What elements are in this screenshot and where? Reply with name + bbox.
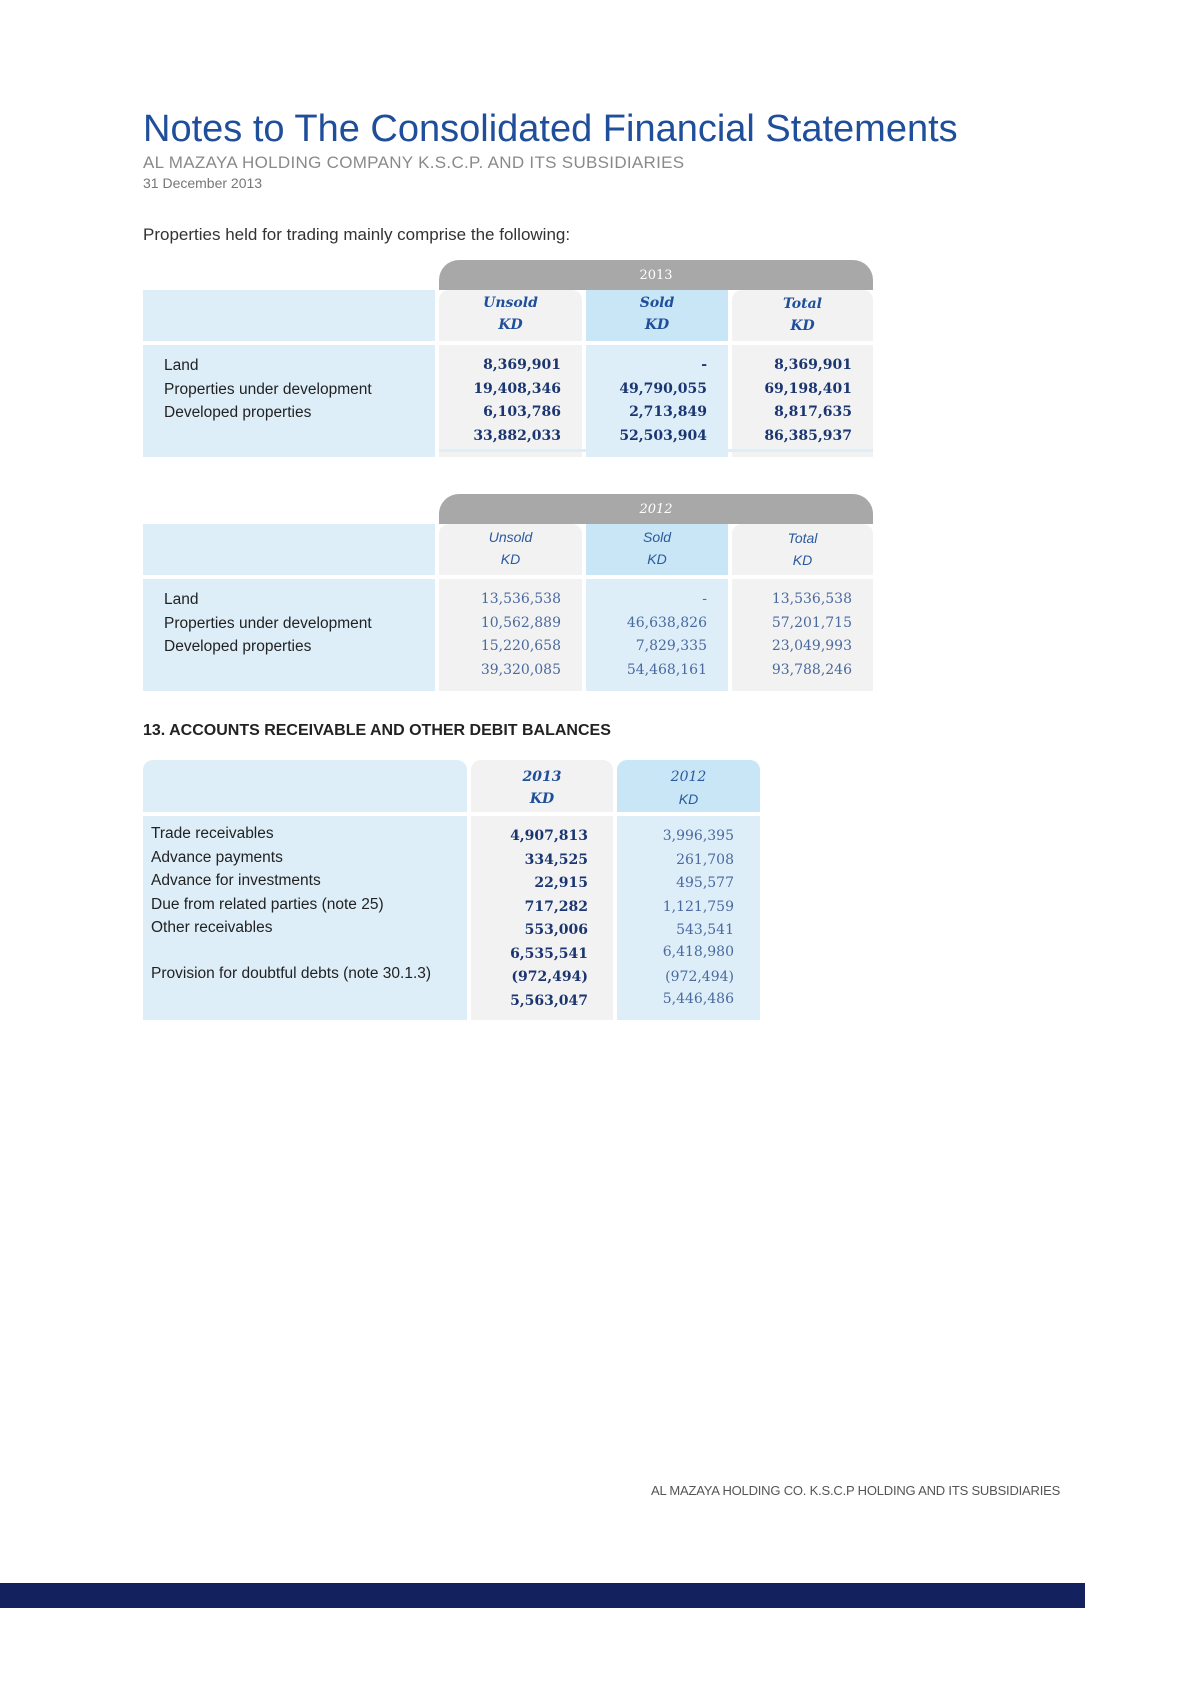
cell-value: 10,562,889 [480, 614, 561, 631]
statement-date: 31 December 2013 [143, 175, 263, 191]
column-header-sold: Sold [642, 529, 672, 545]
total-value: 93,788,246 [771, 661, 852, 678]
receivables-table [143, 760, 760, 1020]
cell-value: 6,103,786 [483, 404, 561, 420]
cell-value: 2,713,849 [629, 404, 707, 420]
cell-value: 553,006 [524, 922, 588, 938]
column-unit-unsold: KD [498, 317, 523, 333]
column-unit-sold: KD [644, 317, 670, 333]
subtotal-value: 6,535,541 [510, 945, 588, 962]
column-unit-total: KD [790, 318, 815, 334]
row-label-trade-receivables: Trade receivables [151, 825, 274, 842]
total-value: 86,385,937 [764, 427, 852, 444]
cell-value: 13,536,538 [480, 591, 561, 607]
column-unit-sold: KD [647, 551, 667, 567]
cell-value: 334,525 [524, 851, 588, 868]
page-title: Notes to The Consolidated Financial Statements [143, 108, 958, 150]
cell-value: 57,201,715 [771, 614, 852, 631]
cell-value: 1,121,759 [662, 898, 734, 915]
total-value: 5,563,047 [510, 992, 588, 1009]
row-label-properties-under-development: Properties under development [164, 614, 372, 632]
row-label-land: Land [164, 357, 199, 374]
section-heading: 13. ACCOUNTS RECEIVABLE AND OTHER DEBIT BALANCES [143, 722, 611, 739]
row-label-provision: Provision for doubtful debts (note 30.1.3) [151, 965, 432, 982]
cell-value: 49,790,055 [619, 380, 707, 397]
properties-table-2012 [143, 494, 873, 691]
column-header-2012: 2012 [670, 769, 707, 785]
year-label-2012: 2012 [639, 502, 673, 517]
subtotal-value: 6,418,980 [662, 944, 734, 960]
cell-value: 22,915 [534, 875, 588, 891]
cell-value: 13,536,538 [771, 591, 852, 607]
cell-value: 4,907,813 [510, 828, 588, 844]
properties-table-2013 [143, 260, 873, 457]
cell-value: 15,220,658 [480, 638, 561, 654]
cell-value: 495,577 [676, 875, 734, 891]
intro-text: Properties held for trading mainly comprise the following: [143, 225, 571, 244]
row-label-due-from-related-parties: Due from related parties (note 25) [151, 895, 384, 913]
cell-value: 3,996,395 [662, 828, 734, 844]
total-value: 54,468,161 [626, 661, 707, 678]
column-header-unsold: Unsold [488, 529, 533, 545]
column-header-unsold: Unsold [483, 295, 538, 311]
cell-value: (972,494) [511, 969, 588, 985]
cell-value: - [702, 591, 707, 607]
column-unit-unsold: KD [500, 551, 521, 567]
column-unit-2013: KD [529, 791, 555, 807]
row-label-other-receivables: Other receivables [151, 919, 273, 936]
cell-value: 717,282 [524, 898, 588, 915]
total-value: 52,503,904 [619, 427, 707, 444]
total-value: 5,446,486 [662, 991, 734, 1007]
year-label-2013: 2013 [639, 268, 673, 283]
cell-value: 7,829,335 [635, 638, 707, 654]
total-value: 39,320,085 [480, 661, 561, 678]
row-label-land: Land [164, 591, 199, 608]
cell-value: 46,638,826 [626, 614, 707, 631]
cell-value: (972,494) [665, 969, 734, 985]
column-header-total: Total [787, 530, 818, 546]
cell-value: 19,408,346 [473, 380, 561, 397]
cell-value: 8,369,901 [774, 357, 852, 373]
row-label-properties-under-development: Properties under development [164, 380, 372, 398]
column-header-total: Total [782, 296, 822, 312]
column-header-2013: 2013 [522, 769, 562, 785]
cell-value: 261,708 [676, 851, 734, 868]
row-label-advance-for-investments: Advance for investments [151, 872, 321, 889]
row-label-developed-properties: Developed properties [164, 404, 312, 421]
cell-value: 23,049,993 [771, 638, 852, 654]
row-label-advance-payments: Advance payments [151, 848, 283, 866]
total-value: 33,882,033 [473, 427, 561, 444]
row-label-developed-properties: Developed properties [164, 638, 312, 655]
column-unit-2012: KD [678, 791, 699, 807]
column-header-sold: Sold [639, 295, 675, 311]
cell-value: 8,369,901 [483, 357, 561, 373]
footer-company-name: AL MAZAYA HOLDING CO. K.S.C.P HOLDING AND ITS SUBSIDIARIES [651, 1483, 1061, 1498]
column-unit-total: KD [792, 552, 813, 568]
cell-value: 8,817,635 [774, 404, 852, 420]
cell-value: - [701, 357, 707, 373]
footer-bar [0, 1583, 1085, 1608]
cell-value: 543,541 [676, 922, 734, 938]
company-subtitle: AL MAZAYA HOLDING COMPANY K.S.C.P. AND ITS SUBSIDIARIES [143, 153, 685, 172]
cell-value: 69,198,401 [764, 380, 852, 397]
